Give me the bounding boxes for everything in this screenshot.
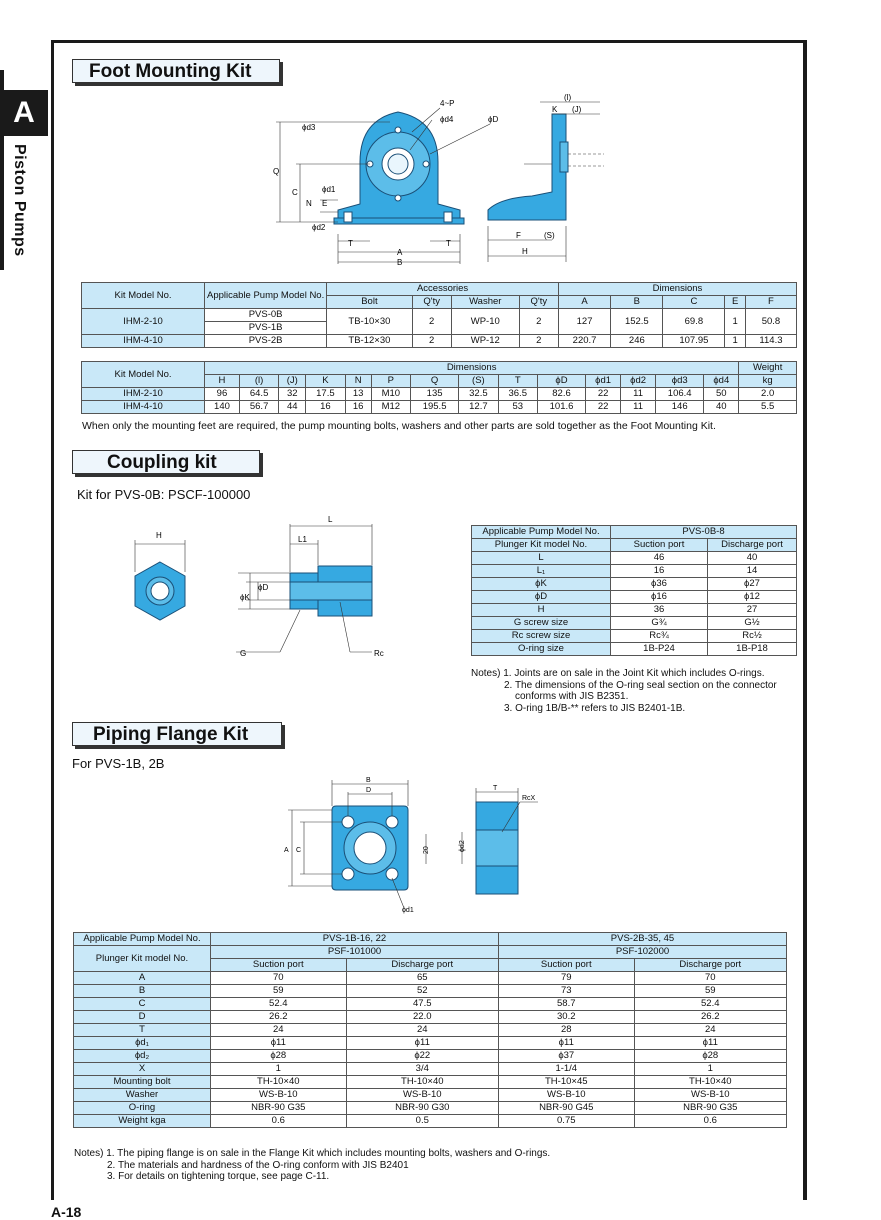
table-row: ϕD ϕ16 ϕ12 (472, 591, 797, 604)
svg-text:A: A (397, 248, 403, 257)
svg-text:ϕd2: ϕd2 (459, 840, 466, 852)
table-row: G screw size G¾ G½ (472, 617, 797, 630)
svg-text:ϕd1: ϕd1 (322, 185, 336, 194)
foot-note: When only the mounting feet are required, the pump mounting bolts, washers and other parts are sold together as the Foot Mounting Kit. (82, 420, 716, 432)
table-row: Rc screw size Rc¾ Rc½ (472, 630, 797, 643)
table-row: D 26.2 22.0 30.2 26.2 (74, 1011, 787, 1024)
svg-text:B: B (397, 258, 403, 267)
flange-notes: Notes) 1. The piping flange is on sale in the Flange Kit which includes mounting bolts, washers and O-rings. 2. The materials and hardness of the O-ring conform with JIS B2401 3. For details on tightening torque, see page C-11. (74, 1148, 551, 1182)
table-row: Mounting bolt TH-10×40 TH-10×40 TH-10×45 TH-10×40 (74, 1076, 787, 1089)
svg-text:B: B (366, 777, 371, 784)
svg-text:4~P: 4~P (440, 99, 455, 108)
coupling-subtitle: Kit for PVS-0B: PSCF-100000 (77, 487, 251, 502)
foot-drawing (260, 92, 620, 267)
svg-text:H: H (156, 531, 162, 540)
flange-subtitle: For PVS-1B, 2B (72, 756, 165, 771)
svg-text:T: T (348, 239, 353, 248)
table-row: ϕd₂ ϕ28 ϕ22 ϕ37 ϕ28 (74, 1050, 787, 1063)
table-row: H 36 27 (472, 604, 797, 617)
table-row: C 52.4 47.5 58.7 52.4 (74, 998, 787, 1011)
svg-text:ϕd2: ϕd2 (312, 223, 326, 232)
table-row: IHM-2-10 PVS-0B TB-10×30 2 WP-10 2 127 152.5 69.8 1 50.8 (82, 309, 797, 322)
coupling-title: Coupling kit (72, 450, 260, 474)
table-row: Weight kga 0.6 0.5 0.75 0.6 (74, 1115, 787, 1128)
page-number: A-18 (51, 1204, 82, 1220)
foot-title: Foot Mounting Kit (72, 59, 280, 83)
svg-text:(S): (S) (544, 231, 555, 240)
svg-text:RcX: RcX (522, 795, 536, 802)
table-row: IHM-2-10 96 64.5 32 17.5 13 M10 135 32.5 36.5 82.6 22 11 106.4 50 2.0 (82, 388, 797, 401)
flange-table: Applicable Pump Model No. PVS-1B-16, 22 PVS-2B-35, 45 Plunger Kit model No. PSF-101000 PSF-102000 Suction port Discharge port Suction port Discharge port A 70 65 79 70 B 59 52 73 59 C 52.4 47.5 58.7 52.4 D 26.2 22.0 30.2 26.2 T 24 24 28 24 ϕd₁ ϕ11 ϕ11 ϕ11 ϕ11 ϕd₂ ϕ28 ϕ22 ϕ37 ϕ28 X 1 3/4 1-1/4 1 Mounting bolt TH-10×40 TH-10×40 TH-10×45 TH-10×40 Washer WS-B-10 WS-B-10 WS-B-10 WS-B-10 O-ring NBR-90 G35 NBR-90 G30 NBR-90 G45 NBR-90 G35 Weight kga 0.6 0.5 0.75 0.6 (73, 932, 787, 1128)
foot-dimensions-table: Kit Model No. Dimensions Weight H (l) (J) K N P Q (S) T ϕD ϕd1 ϕd2 ϕd3 ϕd4 kg IHM-2-10 96 64.5 32 17.5 13 M10 135 32.5 36.5 82.6 22 11 106.4 50 2.0 IHM-4-10 140 56.7 44 16 16 M12 195.5 12.7 53 101.6 22 11 146 40 5.5 (81, 361, 797, 414)
svg-text:K: K (552, 105, 558, 114)
svg-text:Rc: Rc (374, 649, 384, 658)
svg-text:ϕd4: ϕd4 (440, 115, 454, 124)
foot-accessories-table: Kit Model No. Applicable Pump Model No. Accessories Dimensions Bolt Q'ty Washer Q'ty A B C E F IHM-2-10 PVS-0B TB-10×30 2 WP-10 2 127 152.5 69.8 1 50.8 PVS-1B IHM-4-10 PVS-2B TB-12×30 2 WP-12 2 220.7 246 107.95 1 114.3 (81, 282, 797, 348)
table-row: IHM-4-10 140 56.7 44 16 16 M12 195.5 12.7 53 101.6 22 11 146 40 5.5 (82, 401, 797, 414)
svg-text:C: C (296, 847, 302, 854)
table-row: O-ring NBR-90 G35 NBR-90 G30 NBR-90 G45 NBR-90 G35 (74, 1102, 787, 1115)
flange-title: Piping Flange Kit (72, 722, 282, 746)
section-label: Piston Pumps (11, 144, 28, 257)
coupling-drawing (110, 510, 410, 670)
svg-text:L1: L1 (298, 535, 307, 544)
svg-text:ϕd1: ϕd1 (402, 907, 414, 914)
svg-text:Q: Q (273, 167, 280, 176)
table-row: L 46 40 (472, 552, 797, 565)
svg-text:ϕD: ϕD (488, 115, 499, 124)
svg-text:N: N (306, 199, 312, 208)
table-row: L₁ 16 14 (472, 565, 797, 578)
coupling-table: Applicable Pump Model No. PVS-0B-8 Plunger Kit model No. Suction port Discharge port L 46 40 L₁ 16 14 ϕK ϕ36 ϕ27 ϕD ϕ16 ϕ12 H 36 27 G screw size G¾ G½ Rc screw size Rc¾ Rc½ O-ring size 1B-P24 1B-P18 (471, 525, 797, 656)
svg-text:G: G (240, 649, 247, 658)
svg-text:20: 20 (423, 846, 430, 854)
coupling-notes: Notes) 1. Joints are on sale in the Joint Kit which includes O-rings. 2. The dimensions of the O-ring seal section on the connector conforms with JIS B2351. 3. O-ring 1B/B-** refers to JIS B2401-1B. (471, 668, 777, 714)
table-row: ϕd₁ ϕ11 ϕ11 ϕ11 ϕ11 (74, 1037, 787, 1050)
table-row: IHM-4-10 PVS-2B TB-12×30 2 WP-12 2 220.7 246 107.95 1 114.3 (82, 335, 797, 348)
svg-text:T: T (493, 785, 498, 792)
table-row: O-ring size 1B-P24 1B-P18 (472, 643, 797, 656)
table-row: Washer WS-B-10 WS-B-10 WS-B-10 WS-B-10 (74, 1089, 787, 1102)
svg-text:H: H (522, 247, 528, 256)
svg-text:A: A (284, 847, 289, 854)
svg-text:F: F (516, 231, 521, 240)
svg-text:ϕd3: ϕd3 (302, 123, 316, 132)
table-row: A 70 65 79 70 (74, 972, 787, 985)
svg-text:E: E (322, 199, 328, 208)
svg-text:(J): (J) (572, 105, 582, 114)
svg-text:L: L (328, 515, 333, 524)
svg-text:(l): (l) (564, 93, 572, 102)
svg-text:D: D (366, 787, 372, 794)
svg-text:ϕD: ϕD (258, 583, 269, 592)
svg-text:T: T (446, 239, 451, 248)
table-row: X 1 3/4 1-1/4 1 (74, 1063, 787, 1076)
table-row: ϕK ϕ36 ϕ27 (472, 578, 797, 591)
table-row: B 59 52 73 59 (74, 985, 787, 998)
flange-drawing (280, 772, 560, 917)
svg-text:ϕK: ϕK (240, 593, 250, 602)
table-row: T 24 24 28 24 (74, 1024, 787, 1037)
svg-text:C: C (292, 188, 298, 197)
section-tab: A (0, 90, 48, 136)
